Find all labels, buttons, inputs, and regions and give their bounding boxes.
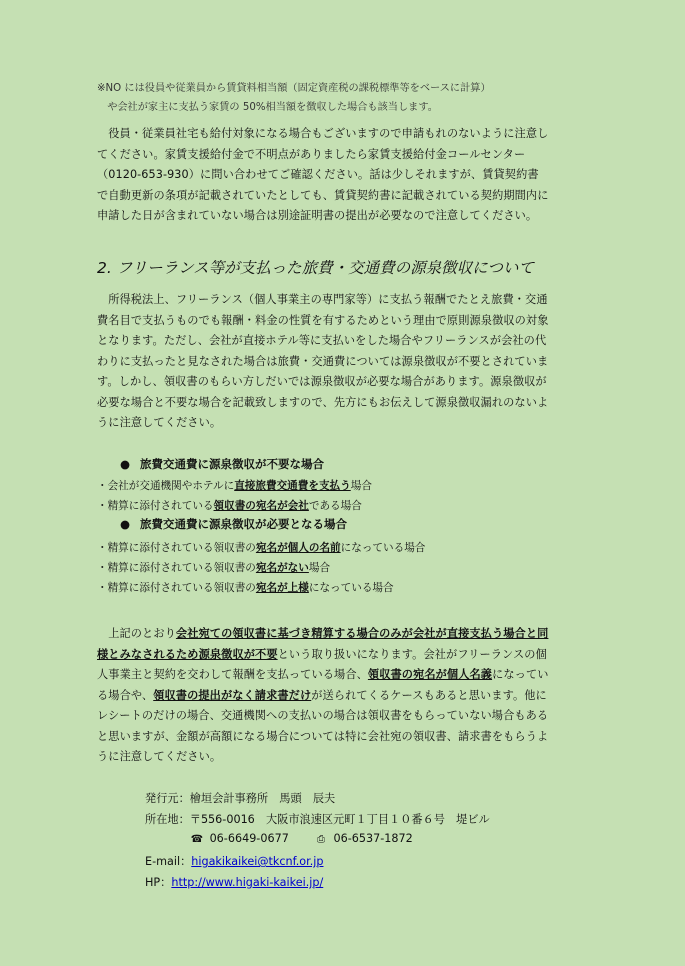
para1-line: で自動更新の条項が記載されていたとしても、賃貸契約書に記載されている契約期間内に [97, 188, 549, 202]
case-required-label: 旅費交通費に源泉徴収が必要となる場合 [140, 517, 347, 531]
list-item [97, 580, 394, 595]
note-line-2: や会社が家主に支払う家賃の 50%相当額を徴収した場合も該当します。 [107, 102, 438, 113]
item-text: ・精算に添付されている領収書の [97, 562, 256, 574]
case-not-required-label: 旅費交通費に源泉徴収が不要な場合 [140, 457, 324, 471]
para3-emphasis: 領収書の宛名が個人名義 [367, 668, 493, 681]
list-item [97, 478, 372, 493]
para2-line: 必要な場合と不要な場合を記載致しますので、先方にもお伝えして源泉徴収漏れのないよ [97, 395, 549, 409]
para2-line: わりに支払ったと見なされた場合は旅費・交通費については源泉徴収が不要とされていま [97, 354, 549, 368]
bullet-dot-icon: ● [120, 457, 131, 471]
item-text: ・精算に添付されている領収書の [97, 582, 256, 594]
paragraph-1 [97, 124, 597, 227]
para3-line: うに注意してください。 [97, 750, 222, 763]
footer-publisher: 発行元：檜垣会計事務所 馬頭 辰夫 [145, 792, 336, 805]
para3-text: 上記のとおり [108, 627, 176, 640]
para3-emphasis: 領収書の提出がなく請求書だけ [153, 688, 312, 702]
footer-tel: 06-6649-0677 [209, 832, 289, 845]
para3-text: が送られてくるケースもあると思います。他に [311, 688, 547, 702]
list-item [97, 560, 330, 575]
footer-homepage [145, 874, 323, 890]
para1-line: （0120-653-930）に問い合わせてご確認ください。話は少しそれますが、賃貸契約書 [97, 168, 539, 181]
bullet-dot-icon: ● [120, 517, 131, 531]
footer-phone-fax [188, 832, 413, 845]
item-text: である場合 [308, 500, 362, 512]
item-emphasis: 宛名が個人の名前 [255, 542, 341, 554]
para1-line: 役員・従業員社宅も給付対象になる場合もございますので申請もれのないように注意し [108, 127, 549, 140]
para3-line [97, 686, 597, 707]
para3-line [97, 624, 597, 645]
note-line-1: ※NO には役員や従業員から賃貸料相当額（固定資産税の課税標準等をベースに計算） [97, 83, 491, 94]
email-label: E-mail： [145, 855, 192, 868]
item-text: ・会社が交通機関やホテルに [97, 480, 235, 492]
item-emphasis: 直接旅費交通費を支払う [234, 480, 351, 492]
para2-line: す。しかし、領収書のもらい方しだいでは源泉徴収が必要な場合があります。源泉徴収が [97, 375, 547, 388]
item-text: になっている場合 [340, 542, 426, 554]
footer-fax: 06-6537-1872 [333, 832, 413, 845]
para2-line: 所得税法上、フリーランス（個人事業主の専門家等）に支払う報酬でたとえ旅費・交通 [108, 293, 548, 306]
case-not-required-title [120, 456, 324, 472]
para2-line: 費名目で支払うものでも報酬・料金の性質を有するためという理由で原則源泉徴収の対象 [97, 313, 549, 327]
footer-email [145, 853, 323, 869]
para3-line [97, 665, 597, 686]
item-emphasis: 宛名が上様 [255, 582, 309, 594]
para3-emphasis: 様とみなされるため源泉徴収が不要 [97, 647, 278, 661]
fax-icon: ⎙ [316, 834, 325, 845]
email-link[interactable]: higakikaikei@tkcnf.or.jp [191, 855, 324, 868]
item-text: 場合 [308, 562, 331, 574]
paragraph-3 [97, 624, 597, 768]
paragraph-2 [97, 290, 597, 434]
footer-address: 所在地：〒556-0016 大阪市浪速区元町１丁目１０番６号 堤ビル [145, 813, 490, 826]
para3-text: という取り扱いになります。会社がフリーランスの個 [277, 647, 547, 661]
homepage-link[interactable]: http://www.higaki-kaikei.jp/ [171, 876, 324, 889]
item-text: ・精算に添付されている [97, 500, 214, 512]
item-text: ・精算に添付されている領収書の [97, 542, 256, 554]
para1-line: 申請した日が含まれていない場合は別途証明書の提出が必要なので注意してください。 [97, 209, 538, 222]
case-required-title [120, 516, 347, 532]
para3-emphasis: 会社宛ての領収書に基づき精算する場合のみが会社が直接支払う場合と同 [175, 627, 549, 640]
item-text: 場合 [350, 480, 372, 492]
para2-line: うに注意してください。 [97, 416, 222, 429]
list-item [97, 498, 362, 513]
item-text: になっている場合 [308, 582, 394, 594]
item-emphasis: 宛名がない [255, 562, 309, 574]
para3-text: る場合や、 [97, 688, 154, 702]
item-emphasis: 領収書の宛名が会社 [213, 500, 309, 512]
para3-line [97, 645, 597, 666]
para2-line: となります。ただし、会社が直接ホテル等に支払いをした場合やフリーランスが会社の代 [97, 334, 547, 347]
hp-label: HP： [145, 876, 172, 889]
para1-line: てください。家賃支援給付金で不明点がありましたら家賃支援給付金コールセンター [97, 147, 526, 161]
para3-line: と思いますが、金額が高額になる場合については特に会社宛の領収書、請求書をもらうよ [97, 729, 549, 743]
para3-line: レシートのだけの場合、交通機関への支払いの場合は領収書をもらっていない場合もある [97, 709, 549, 722]
note [97, 79, 597, 117]
telephone-icon: ☎ [190, 834, 204, 845]
para3-text: になってい [492, 668, 549, 681]
para3-text: 人事業主と契約を交わして報酬を支払っている場合、 [97, 668, 368, 681]
section-heading: 2. フリーランス等が支払った旅費・交通費の源泉徴収について [97, 259, 534, 277]
list-item [97, 540, 425, 555]
